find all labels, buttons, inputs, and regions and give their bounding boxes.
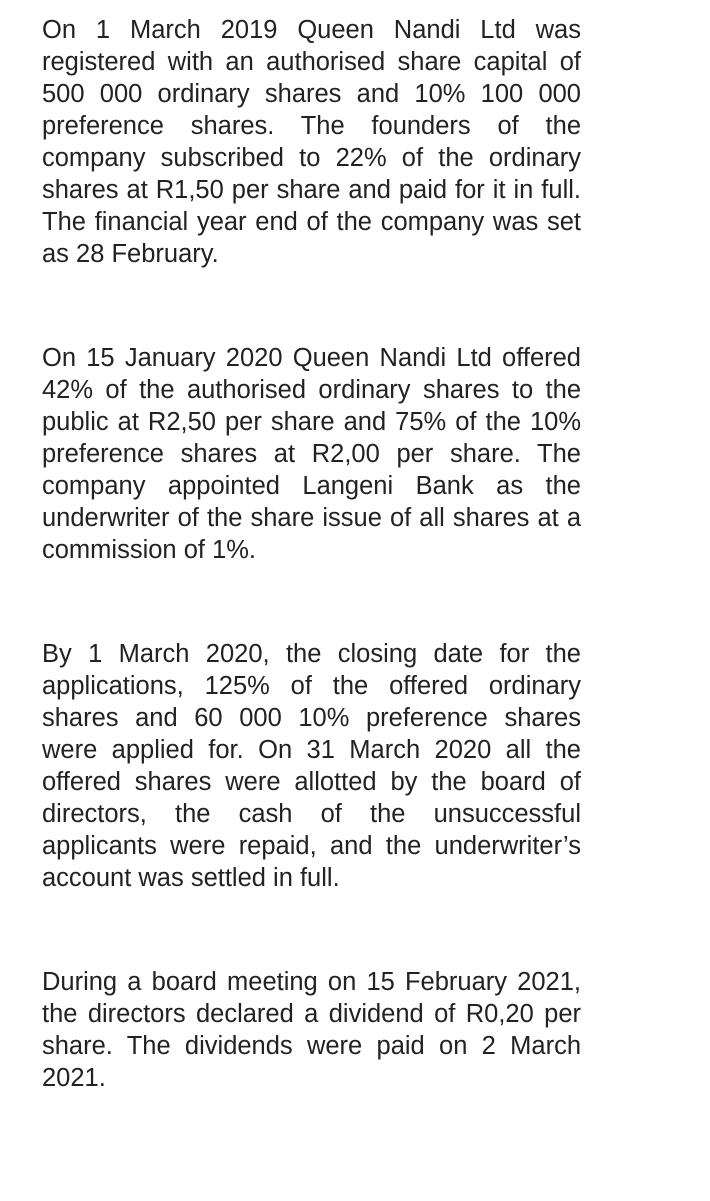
paragraph-registration: On 1 March 2019 Queen Nandi Ltd was registered with an authorised share capital of 500 000 ordinary shares and 10% 100 000 preference shares. The founders of the company subscribed to 22% of the ordinary shares at R1,50 per share and paid for it in full. The financial year end of the company was set as 28 February. — [42, 16, 581, 268]
paragraph-dividend: During a board meeting on 15 February 2021, the directors declared a dividend of R0,20 per share. The dividends were paid on 2 March 2021. — [42, 968, 581, 1092]
paragraph-applications-allotment: By 1 March 2020, the closing date for the applications, 125% of the offered ordinary shares and 60 000 10% preference shares were applied for. On 31 March 2020 all the offered shares were allotted by the board of directors, the cash of the unsuccessful applicants were repaid, and the underwriter’s account was settled in full. — [42, 640, 581, 892]
paragraph-public-offer: On 15 January 2020 Queen Nandi Ltd offered 42% of the authorised ordinary shares to the public at R2,50 per share and 75% of the 10% preference shares at R2,00 per share. The company appointed Langeni Bank as the underwriter of the share issue of all shares at a commission of 1%. — [42, 344, 581, 564]
document-body — [42, 14, 581, 1094]
